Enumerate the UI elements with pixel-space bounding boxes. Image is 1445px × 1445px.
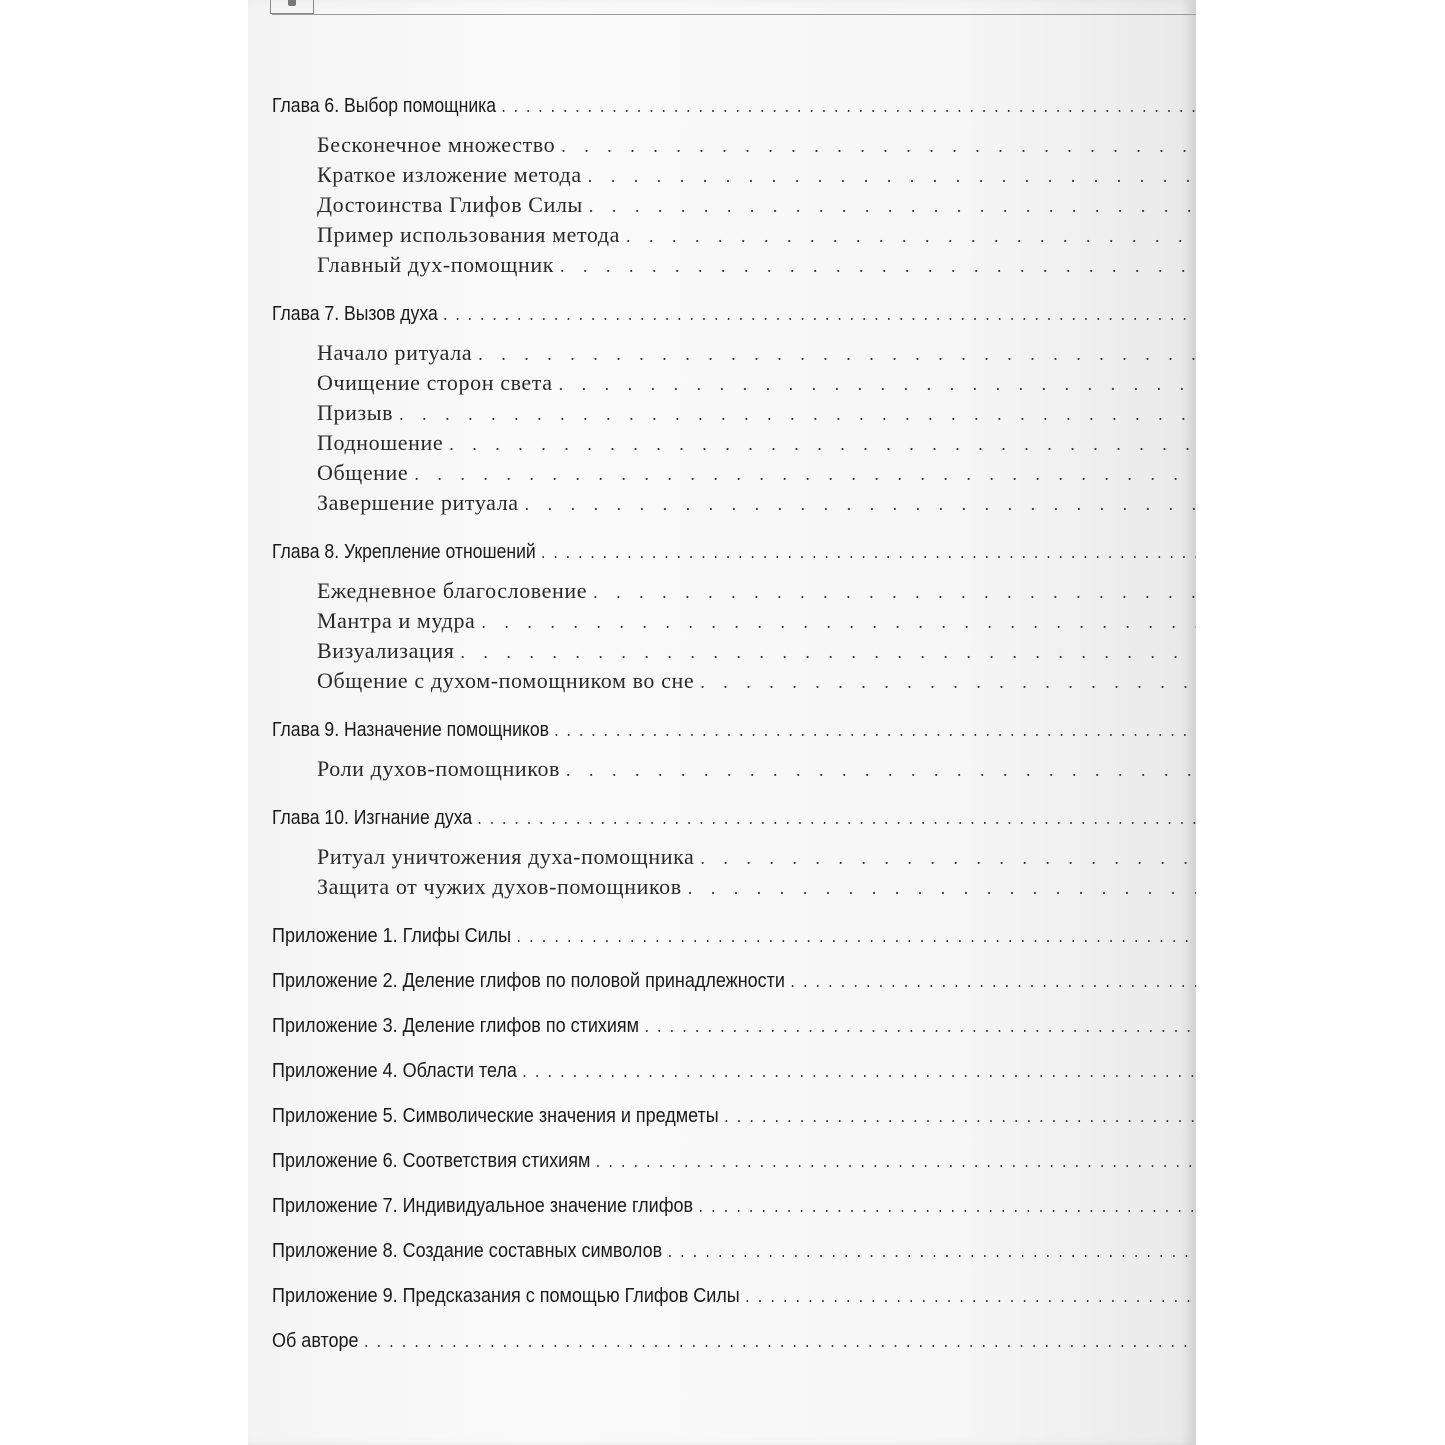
leader-dots xyxy=(561,131,1196,160)
toc-section[interactable]: Очищение сторон света . . . xyxy=(272,368,1196,398)
leader-dots xyxy=(460,637,1196,666)
leader-dots xyxy=(554,716,1195,744)
leader-dots xyxy=(644,1012,1195,1040)
toc-chapter-9[interactable]: Глава 9. Назначение помощников . . . xyxy=(272,716,1196,744)
leader-dots xyxy=(790,967,1196,995)
leader-dots xyxy=(481,607,1196,636)
leader-dots xyxy=(478,339,1196,368)
toc-appendix-3[interactable]: Приложение 3. Деление глифов по стихиям . . . xyxy=(272,1012,1196,1040)
header-rule xyxy=(272,14,1196,15)
toc-chapter-8[interactable]: Глава 8. Укрепление отношений . . . xyxy=(272,538,1196,566)
toc-appendix-7[interactable]: Приложение 7. Индивидуальное значение глифов . . . xyxy=(272,1192,1196,1220)
toc-about-author[interactable]: Об авторе . . . xyxy=(272,1327,1196,1355)
leader-dots xyxy=(399,399,1196,428)
toc-section[interactable]: Завершение ритуала . . . xyxy=(272,488,1196,518)
leader-dots xyxy=(589,191,1196,220)
leader-dots xyxy=(477,804,1195,832)
leader-dots xyxy=(559,369,1196,398)
toc-section[interactable]: Мантра и мудра . . . xyxy=(272,606,1196,636)
leader-dots xyxy=(699,1192,1196,1220)
leader-dots xyxy=(626,221,1196,250)
leader-dots xyxy=(724,1102,1196,1130)
toc-appendix-9[interactable]: Приложение 9. Предсказания с помощью Глифов Силы . . . xyxy=(272,1282,1196,1310)
toc-appendix-8[interactable]: Приложение 8. Создание составных символов . . . xyxy=(272,1237,1196,1265)
toc-appendix-6[interactable]: Приложение 6. Соответствия стихиям . . . xyxy=(272,1147,1196,1175)
leader-dots xyxy=(668,1237,1196,1265)
toc-section[interactable]: Главный дух-помощник . . . xyxy=(272,250,1196,280)
page-number-bracket xyxy=(270,0,314,14)
toc-section[interactable]: Краткое изложение метода . . . xyxy=(272,160,1196,190)
toc-chapter-7[interactable]: Глава 7. Вызов духа . . . xyxy=(272,300,1196,328)
leader-dots xyxy=(525,489,1196,518)
toc-section[interactable]: Защита от чужих духов-помощников . . . xyxy=(272,872,1196,902)
leader-dots xyxy=(364,1327,1196,1355)
toc-section[interactable]: Подношение . . . xyxy=(272,428,1196,458)
leader-dots xyxy=(566,755,1196,784)
leader-dots xyxy=(560,251,1196,280)
toc-chapter-10[interactable]: Глава 10. Изгнание духа . . . xyxy=(272,804,1196,832)
toc-section[interactable]: Общение . . . xyxy=(272,458,1196,488)
leader-dots xyxy=(745,1282,1196,1310)
toc-section[interactable]: Достоинства Глифов Силы . . . xyxy=(272,190,1196,220)
leader-dots xyxy=(688,873,1196,902)
toc-section[interactable]: Роли духов-помощников . . . xyxy=(272,754,1196,784)
leader-dots xyxy=(588,161,1196,190)
toc-chapter-6[interactable]: Глава 6. Выбор помощника . . . xyxy=(272,92,1196,120)
toc-section[interactable]: Призыв . . . xyxy=(272,398,1196,428)
leader-dots xyxy=(700,667,1196,696)
toc-section[interactable]: Пример использования метода . . . xyxy=(272,220,1196,250)
leader-dots xyxy=(449,429,1196,458)
leader-dots xyxy=(414,459,1196,488)
toc-section[interactable]: Начало ритуала . . . xyxy=(272,338,1196,368)
toc-section[interactable]: Ритуал уничтожения духа-помощника . . . xyxy=(272,842,1196,872)
leader-dots xyxy=(522,1057,1196,1085)
toc-section[interactable]: Ежедневное благословение . . . xyxy=(272,576,1196,606)
toc-appendix-4[interactable]: Приложение 4. Области тела . . . xyxy=(272,1057,1196,1085)
toc-appendix-5[interactable]: Приложение 5. Символические значения и предметы . . . xyxy=(272,1102,1196,1130)
leader-dots xyxy=(443,300,1196,328)
table-of-contents xyxy=(272,92,1196,1355)
toc-appendix-1[interactable]: Приложение 1. Глифы Силы . . . xyxy=(272,922,1196,950)
toc-section[interactable]: Общение с духом-помощником во сне . . . xyxy=(272,666,1196,696)
leader-dots xyxy=(596,1147,1196,1175)
page-number-mark xyxy=(288,0,296,6)
leader-dots xyxy=(501,92,1195,120)
toc-section[interactable]: Визуализация . . . xyxy=(272,636,1196,666)
leader-dots xyxy=(700,843,1196,872)
toc-section[interactable]: Бесконечное множество . . . xyxy=(272,130,1196,160)
leader-dots xyxy=(593,577,1196,606)
leader-dots xyxy=(541,538,1196,566)
toc-appendix-2[interactable]: Приложение 2. Деление глифов по половой принадлежности . . . xyxy=(272,967,1196,995)
leader-dots xyxy=(517,922,1196,950)
